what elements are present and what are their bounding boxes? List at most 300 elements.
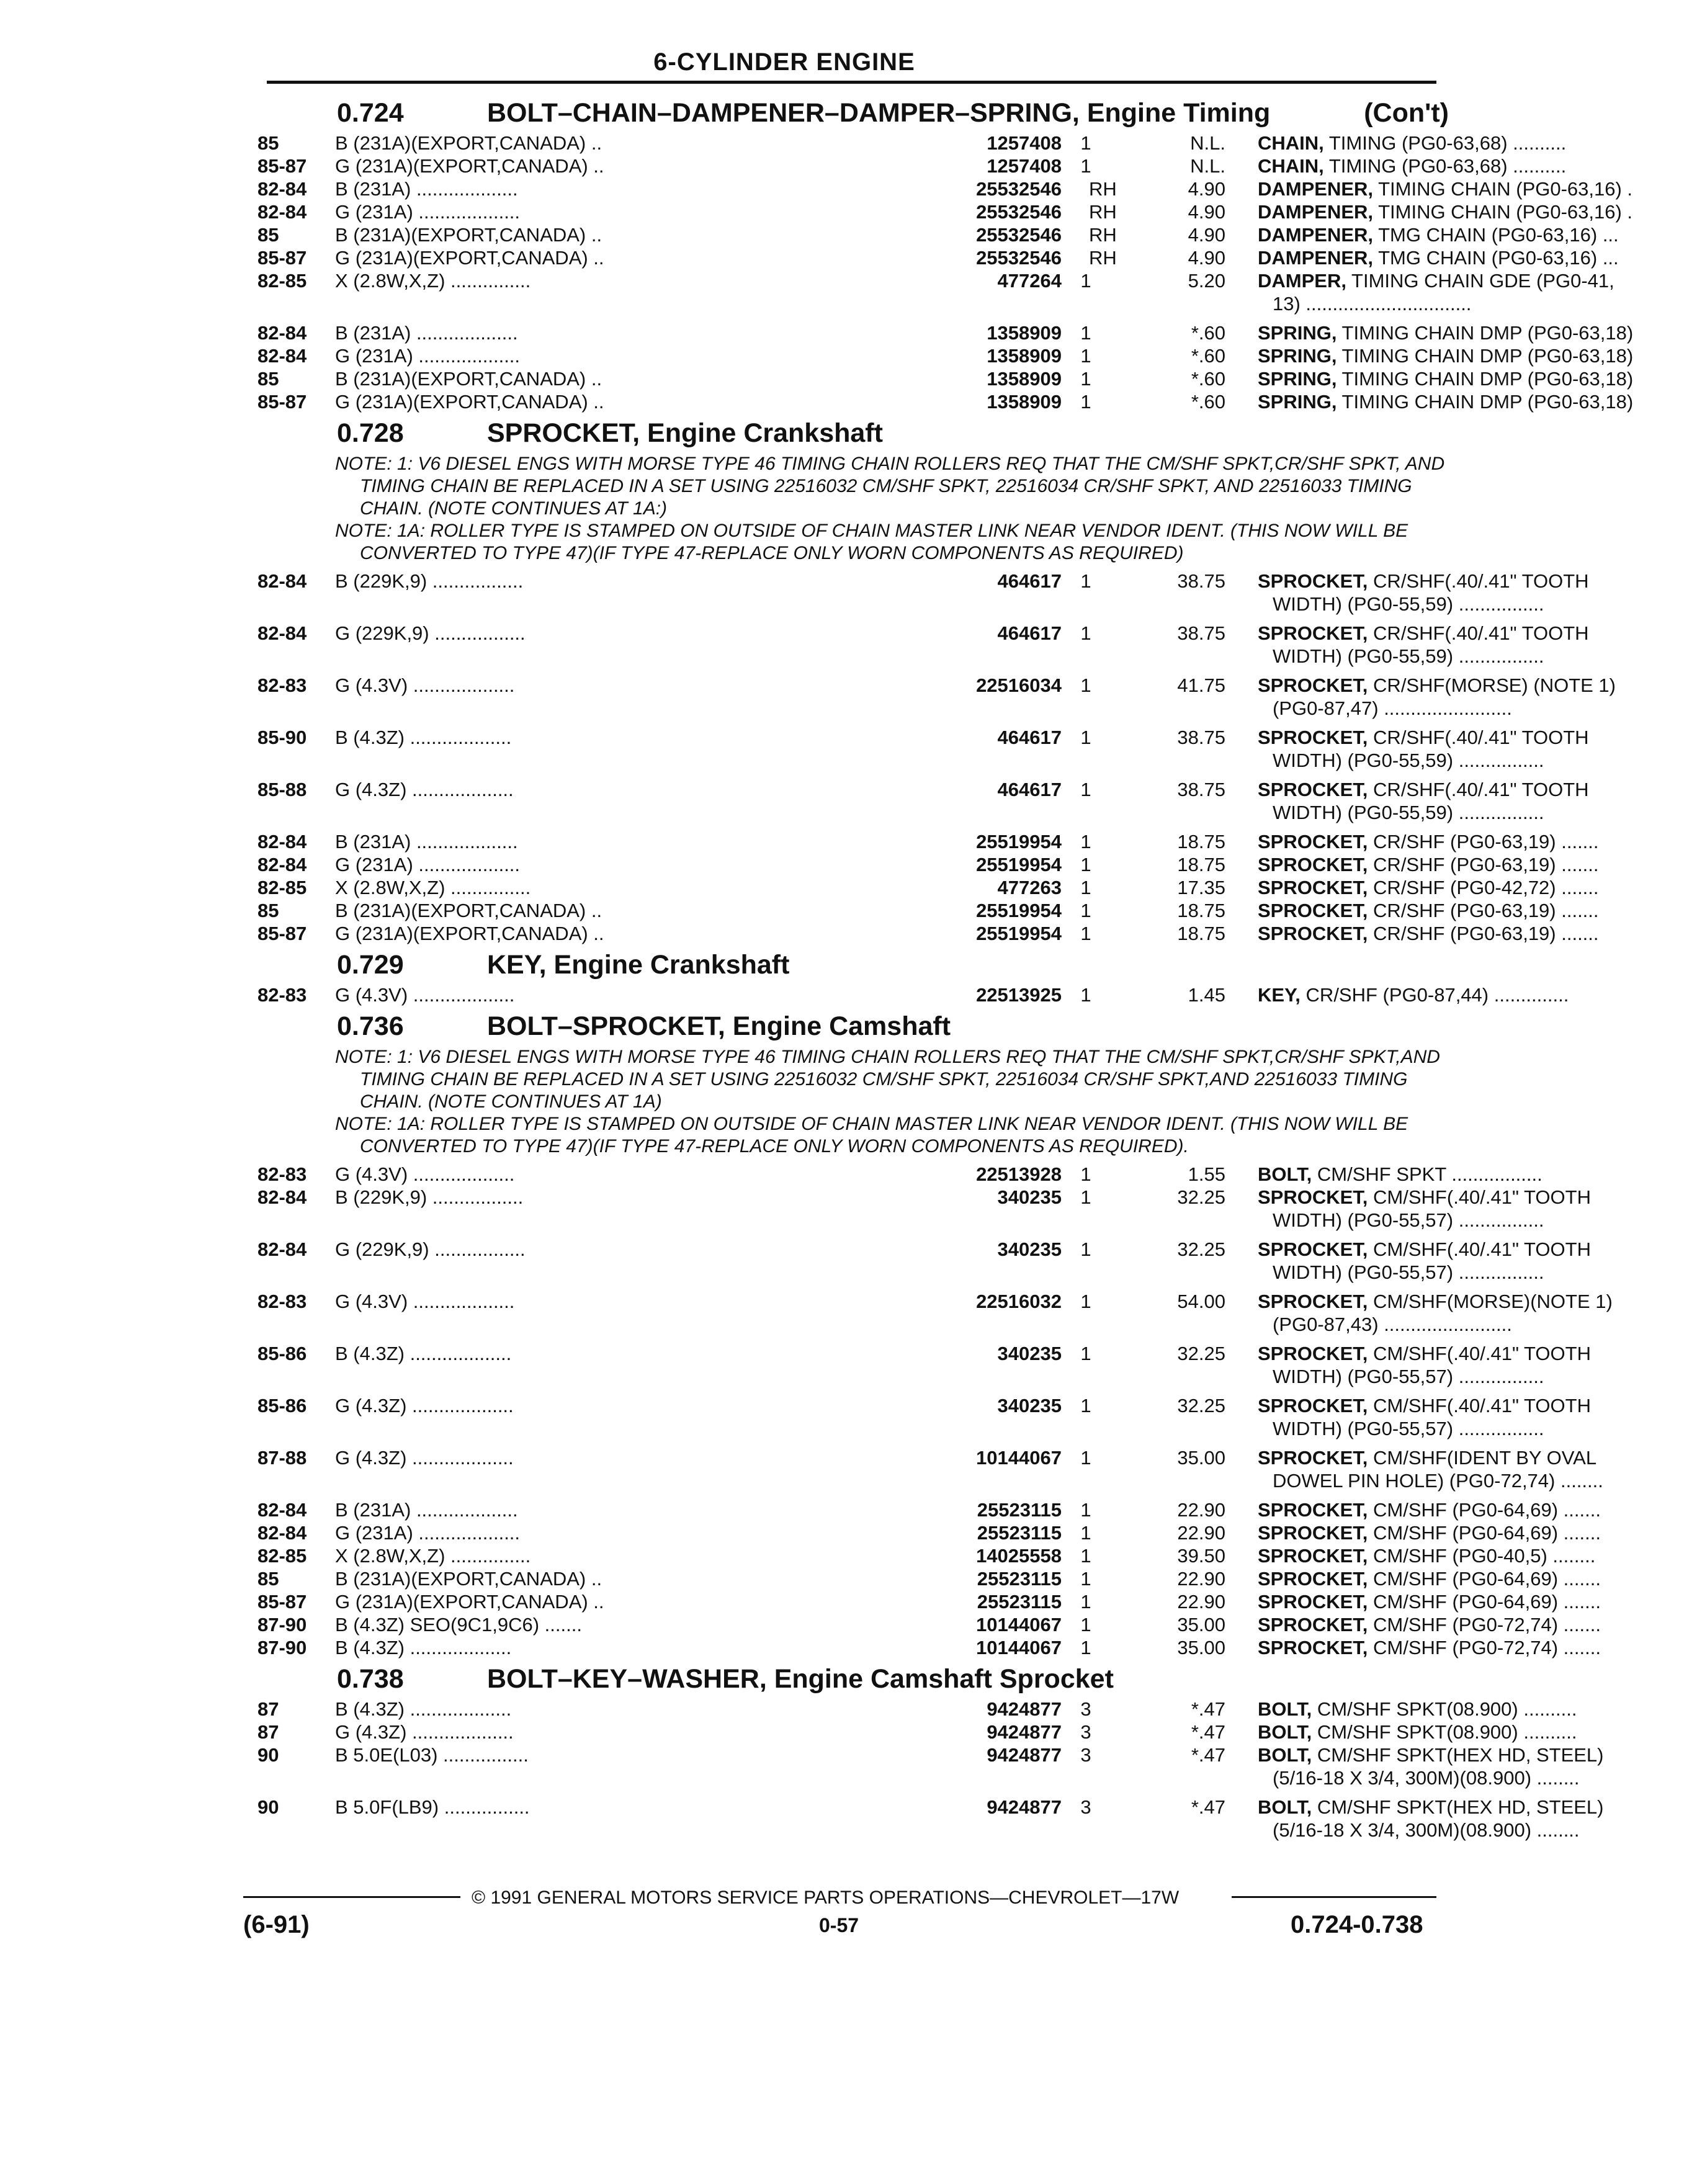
price: 32.25 xyxy=(1177,1395,1225,1416)
description-text: CM/SHF (PG0-72,74) ....... xyxy=(1373,1614,1601,1636)
part-number: 25519954 xyxy=(828,830,1062,853)
quantity: 1 xyxy=(1080,322,1091,344)
model-years: 85 xyxy=(257,900,279,921)
model-years: 85-86 xyxy=(257,1343,307,1364)
part-name: DAMPENER, xyxy=(1258,224,1374,246)
part-row xyxy=(257,367,1634,390)
part-name: CHAIN, xyxy=(1258,155,1324,177)
application: X (2.8W,X,Z) ............... xyxy=(335,1545,531,1567)
part-row xyxy=(257,899,1599,922)
part-row xyxy=(257,269,1614,315)
model-years: 90 xyxy=(257,1796,279,1818)
quantity: 1 xyxy=(1080,570,1091,592)
description-text: CR/SHF (PG0-63,19) ....... xyxy=(1373,900,1599,921)
part-name: SPROCKET, xyxy=(1258,622,1368,644)
application: G (229K,9) ................. xyxy=(335,622,526,644)
part-name: DAMPENER, xyxy=(1258,201,1374,223)
model-years: 82-83 xyxy=(257,984,307,1006)
application: G (231A)(EXPORT,CANADA) .. xyxy=(335,923,604,944)
section-title: SPROCKET, Engine Crankshaft xyxy=(487,418,883,448)
price: 1.55 xyxy=(1188,1163,1225,1185)
quantity: 1 xyxy=(1080,1186,1091,1208)
description-line xyxy=(1258,1342,1697,1365)
part-description xyxy=(1258,367,1697,390)
part-number: 14025558 xyxy=(828,1544,1062,1567)
description-line xyxy=(1258,801,1697,824)
section-number: 0.724 xyxy=(337,98,404,128)
description-line xyxy=(1258,1766,1697,1789)
side-indicator: RH xyxy=(1089,178,1117,200)
description-text: CM/SHF SPKT(HEX HD, STEEL) xyxy=(1317,1796,1604,1818)
part-number: 464617 xyxy=(828,622,1062,645)
description-text: CM/SHF(.40/.41" TOOTH xyxy=(1373,1238,1591,1260)
note-paragraph: NOTE: 1: V6 DIESEL ENGS WITH MORSE TYPE 46 TIMING CHAIN ROLLERS REQ THAT THE CM/SHF SPKT,CR/SHF SPKT, AND TIMING CHAIN BE REPLACED IN A SET USING 22516032 CM/SHF SPKT, 22516034 CR/SHF SPKT, AND 22516033 TIMING CHAIN. (NOTE CONTINUES AT 1A:) xyxy=(335,454,1445,519)
part-number: 22513928 xyxy=(828,1163,1062,1186)
description-line xyxy=(1258,1613,1697,1636)
quantity: 1 xyxy=(1080,1163,1091,1185)
description-line xyxy=(1258,1636,1697,1659)
price: 18.75 xyxy=(1177,854,1225,875)
model-years: 85-87 xyxy=(257,391,307,413)
price: N.L. xyxy=(1190,155,1225,177)
price: 4.90 xyxy=(1188,224,1225,246)
description-text: TMG CHAIN (PG0-63,16) ... xyxy=(1378,247,1619,269)
part-number: 464617 xyxy=(828,778,1062,801)
part-name: SPROCKET, xyxy=(1258,1568,1368,1590)
part-description xyxy=(1258,1743,1697,1789)
description-line xyxy=(1258,749,1697,772)
description-text: CM/SHF(.40/.41" TOOTH xyxy=(1373,1186,1591,1208)
description-text: CM/SHF (PG0-64,69) ....... xyxy=(1373,1499,1601,1521)
model-years: 90 xyxy=(257,1744,279,1766)
side-indicator: RH xyxy=(1089,201,1117,223)
part-number: 22513925 xyxy=(828,983,1062,1006)
description-line xyxy=(1258,1590,1697,1613)
model-years: 87-88 xyxy=(257,1447,307,1469)
description-text: CM/SHF (PG0-64,69) ....... xyxy=(1373,1568,1601,1590)
part-description xyxy=(1258,1567,1697,1590)
part-name: SPROCKET, xyxy=(1258,1522,1368,1544)
part-description xyxy=(1258,1238,1697,1284)
part-number: 10144067 xyxy=(828,1636,1062,1659)
part-description xyxy=(1258,830,1697,853)
description-line xyxy=(1258,269,1697,292)
part-row xyxy=(257,1290,1613,1336)
application: G (231A) ................... xyxy=(335,1522,521,1544)
part-description xyxy=(1258,246,1697,269)
part-number: 1257408 xyxy=(828,132,1062,154)
part-name: SPRING, xyxy=(1258,391,1337,413)
part-number: 9424877 xyxy=(828,1698,1062,1721)
price: *.47 xyxy=(1191,1796,1225,1818)
description-text: TMG CHAIN (PG0-63,16) ... xyxy=(1378,224,1619,246)
model-years: 85-87 xyxy=(257,247,307,269)
price: 17.35 xyxy=(1177,877,1225,898)
description-text: CM/SHF (PG0-64,69) ....... xyxy=(1373,1522,1601,1544)
part-row xyxy=(257,223,1619,246)
model-years: 87-90 xyxy=(257,1637,307,1658)
part-number: 9424877 xyxy=(828,1796,1062,1819)
part-name: SPROCKET, xyxy=(1258,1591,1368,1613)
part-name: SPROCKET, xyxy=(1258,1343,1368,1364)
quantity: 1 xyxy=(1080,1395,1091,1416)
description-text: TIMING CHAIN DMP (PG0-63,18) xyxy=(1341,391,1634,413)
description-line xyxy=(1258,1186,1697,1209)
quantity: 1 xyxy=(1080,1499,1091,1521)
model-years: 82-83 xyxy=(257,1163,307,1185)
quantity: 1 xyxy=(1080,1522,1091,1544)
quantity: 1 xyxy=(1080,727,1091,748)
model-years: 82-84 xyxy=(257,854,307,875)
description-text: TIMING CHAIN GDE (PG0-41, xyxy=(1351,270,1614,292)
part-name: BOLT, xyxy=(1258,1721,1312,1743)
description-text: CM/SHF(.40/.41" TOOTH xyxy=(1373,1395,1591,1416)
part-row xyxy=(257,390,1634,413)
part-description xyxy=(1258,321,1697,344)
part-number: 25519954 xyxy=(828,922,1062,945)
part-row xyxy=(257,246,1619,269)
description-text: WIDTH) (PG0-55,57) ................ xyxy=(1273,1209,1544,1231)
part-row xyxy=(257,922,1599,945)
section-heading xyxy=(257,1006,1449,1045)
quantity: 1 xyxy=(1080,1545,1091,1567)
description-line xyxy=(1258,390,1697,413)
model-years: 82-85 xyxy=(257,270,307,292)
part-row xyxy=(257,1394,1591,1440)
description-line xyxy=(1258,1290,1697,1313)
application: B 5.0F(LB9) ................ xyxy=(335,1796,530,1818)
application: B (231A) ................... xyxy=(335,831,518,853)
model-years: 82-84 xyxy=(257,1522,307,1544)
price: 22.90 xyxy=(1177,1499,1225,1521)
price: 54.00 xyxy=(1177,1291,1225,1312)
description-line xyxy=(1258,200,1697,223)
description-line xyxy=(1258,876,1697,899)
price: 41.75 xyxy=(1177,674,1225,696)
description-text: TIMING CHAIN DMP (PG0-63,18) xyxy=(1341,368,1634,390)
application: B (231A)(EXPORT,CANADA) .. xyxy=(335,224,602,246)
description-text: TIMING CHAIN DMP (PG0-63,18) xyxy=(1341,345,1634,367)
page-number: 0-57 xyxy=(819,1914,859,1936)
description-line xyxy=(1258,570,1697,593)
price: 4.90 xyxy=(1188,201,1225,223)
description-text: CM/SHF SPKT(08.900) .......... xyxy=(1317,1698,1577,1720)
part-description xyxy=(1258,778,1697,824)
description-line xyxy=(1258,1209,1697,1232)
part-name: BOLT, xyxy=(1258,1698,1312,1720)
part-name: BOLT, xyxy=(1258,1744,1312,1766)
price: 32.25 xyxy=(1177,1343,1225,1364)
description-text: TIMING (PG0-63,68) .......... xyxy=(1328,132,1567,154)
part-number: 1358909 xyxy=(828,344,1062,367)
description-text: CM/SHF (PG0-40,5) ........ xyxy=(1373,1545,1596,1567)
part-number: 1358909 xyxy=(828,390,1062,413)
description-line xyxy=(1258,778,1697,801)
price: *.47 xyxy=(1191,1744,1225,1766)
price: 18.75 xyxy=(1177,900,1225,921)
part-description xyxy=(1258,1544,1697,1567)
footer-range: 0.724-0.738 xyxy=(1291,1911,1423,1938)
description-line xyxy=(1258,1417,1697,1440)
part-name: CHAIN, xyxy=(1258,132,1324,154)
part-number: 25523115 xyxy=(828,1498,1062,1521)
part-row xyxy=(257,726,1589,772)
description-text: WIDTH) (PG0-55,57) ................ xyxy=(1273,1366,1544,1387)
description-text: CM/SHF SPKT(HEX HD, STEEL) xyxy=(1317,1744,1604,1766)
part-number: 10144067 xyxy=(828,1613,1062,1636)
application: G (4.3V) ................... xyxy=(335,1291,515,1312)
part-row xyxy=(257,1186,1591,1232)
application: B (4.3Z) ................... xyxy=(335,1343,512,1364)
part-row xyxy=(257,1544,1596,1567)
part-row xyxy=(257,1498,1601,1521)
description-text: WIDTH) (PG0-55,57) ................ xyxy=(1273,1261,1544,1283)
part-row xyxy=(257,778,1589,824)
description-text: CM/SHF SPKT ................. xyxy=(1317,1163,1543,1185)
description-text: DOWEL PIN HOLE) (PG0-72,74) ........ xyxy=(1273,1470,1603,1492)
section-title: BOLT–CHAIN–DAMPENER–DAMPER–SPRING, Engine Timing xyxy=(487,98,1271,128)
parts-listing xyxy=(257,93,1634,1848)
application: B (231A)(EXPORT,CANADA) .. xyxy=(335,1568,602,1590)
part-description xyxy=(1258,1163,1697,1186)
application: X (2.8W,X,Z) ............... xyxy=(335,270,531,292)
price: 35.00 xyxy=(1177,1614,1225,1636)
price: 35.00 xyxy=(1177,1447,1225,1469)
note-paragraph: NOTE: 1A: ROLLER TYPE IS STAMPED ON OUTSIDE OF CHAIN MASTER LINK NEAR VENDOR IDENT. (THIS NOW WILL BE CONVERTED TO TYPE 47)(IF TYPE 47-REPLACE ONLY WORN COMPONENTS AS REQUIRED). xyxy=(335,1114,1408,1157)
part-number: 477264 xyxy=(828,269,1062,292)
quantity: 1 xyxy=(1080,1447,1091,1469)
part-name: SPROCKET, xyxy=(1258,1637,1368,1658)
part-number: 9424877 xyxy=(828,1721,1062,1743)
application: G (4.3V) ................... xyxy=(335,674,515,696)
part-description xyxy=(1258,853,1697,876)
description-text: WIDTH) (PG0-55,59) ................ xyxy=(1273,593,1544,615)
price: *.60 xyxy=(1191,391,1225,413)
model-years: 82-83 xyxy=(257,1291,307,1312)
description-line xyxy=(1258,367,1697,390)
price: 18.75 xyxy=(1177,923,1225,944)
model-years: 82-84 xyxy=(257,831,307,853)
application: B (231A) ................... xyxy=(335,178,518,200)
price: 22.90 xyxy=(1177,1591,1225,1613)
quantity: 1 xyxy=(1080,1291,1091,1312)
model-years: 82-84 xyxy=(257,1499,307,1521)
part-name: BOLT, xyxy=(1258,1163,1312,1185)
part-name: SPROCKET, xyxy=(1258,727,1368,748)
description-line xyxy=(1258,1394,1697,1417)
part-name: SPROCKET, xyxy=(1258,1614,1368,1636)
model-years: 82-83 xyxy=(257,674,307,696)
part-number: 1257408 xyxy=(828,154,1062,177)
footer-date: (6-91) xyxy=(243,1911,310,1938)
part-description xyxy=(1258,344,1697,367)
application: G (231A)(EXPORT,CANADA) .. xyxy=(335,247,604,269)
application: B (229K,9) ................. xyxy=(335,1186,524,1208)
part-name: SPROCKET, xyxy=(1258,1395,1368,1416)
description-line xyxy=(1258,223,1697,246)
part-name: SPROCKET, xyxy=(1258,877,1368,898)
quantity: 1 xyxy=(1080,831,1091,853)
model-years: 82-85 xyxy=(257,1545,307,1567)
price: *.60 xyxy=(1191,345,1225,367)
price: 38.75 xyxy=(1177,779,1225,800)
header-divider xyxy=(267,81,1436,84)
model-years: 82-84 xyxy=(257,345,307,367)
part-row xyxy=(257,200,1633,223)
part-row xyxy=(257,321,1634,344)
description-line xyxy=(1258,292,1697,315)
part-row xyxy=(257,1613,1601,1636)
application: G (231A)(EXPORT,CANADA) .. xyxy=(335,1591,604,1613)
price: 1.45 xyxy=(1188,984,1225,1006)
price: 22.90 xyxy=(1177,1568,1225,1590)
part-number: 25532546 xyxy=(828,246,1062,269)
side-indicator: RH xyxy=(1089,224,1117,246)
part-description xyxy=(1258,1721,1697,1743)
part-description xyxy=(1258,1342,1697,1388)
model-years: 85-87 xyxy=(257,1591,307,1613)
quantity: 1 xyxy=(1080,779,1091,800)
price: *.47 xyxy=(1191,1698,1225,1720)
part-number: 25532546 xyxy=(828,223,1062,246)
model-years: 85 xyxy=(257,1568,279,1590)
quantity: 1 xyxy=(1080,984,1091,1006)
description-text: TIMING CHAIN (PG0-63,16) . xyxy=(1378,178,1633,200)
part-number: 22516034 xyxy=(828,674,1062,697)
part-description xyxy=(1258,1186,1697,1232)
description-text: CM/SHF(.40/.41" TOOTH xyxy=(1373,1343,1591,1364)
price: 18.75 xyxy=(1177,831,1225,853)
part-name: SPRING, xyxy=(1258,368,1337,390)
part-row xyxy=(257,622,1589,668)
part-number: 10144067 xyxy=(828,1446,1062,1469)
model-years: 87-90 xyxy=(257,1614,307,1636)
description-text: (PG0-87,43) ........................ xyxy=(1273,1314,1512,1335)
part-number: 25519954 xyxy=(828,853,1062,876)
page-title: 6-CYLINDER ENGINE xyxy=(653,48,915,76)
part-description xyxy=(1258,726,1697,772)
part-number: 25523115 xyxy=(828,1590,1062,1613)
description-line xyxy=(1258,983,1697,1006)
part-description xyxy=(1258,1290,1697,1336)
footer-rule-right xyxy=(1232,1896,1436,1898)
description-line xyxy=(1258,922,1697,945)
section-title: BOLT–SPROCKET, Engine Camshaft xyxy=(487,1011,951,1041)
part-row xyxy=(257,570,1589,615)
continued-label: (Con't) xyxy=(1364,98,1449,128)
description-line xyxy=(1258,674,1697,697)
description-text: 13) ............................... xyxy=(1273,293,1472,315)
description-line xyxy=(1258,830,1697,853)
application: G (4.3V) ................... xyxy=(335,1163,515,1185)
note-paragraph: NOTE: 1: V6 DIESEL ENGS WITH MORSE TYPE 46 TIMING CHAIN ROLLERS REQ THAT THE CM/SHF SPKT,CR/SHF SPKT,AND TIMING CHAIN BE REPLACED IN A SET USING 22516032 CM/SHF SPKT, 22516034 CR/SHF SPKT,AND 22516033 TIMING CHAIN. (NOTE CONTINUES AT 1A) xyxy=(335,1047,1440,1112)
part-description xyxy=(1258,876,1697,899)
description-text: CR/SHF(MORSE) (NOTE 1) xyxy=(1373,674,1616,696)
quantity: 1 xyxy=(1080,368,1091,390)
part-description xyxy=(1258,1590,1697,1613)
part-name: SPRING, xyxy=(1258,322,1337,344)
description-text: WIDTH) (PG0-55,57) ................ xyxy=(1273,1418,1544,1439)
application: G (231A)(EXPORT,CANADA) .. xyxy=(335,391,604,413)
description-text: WIDTH) (PG0-55,59) ................ xyxy=(1273,645,1544,667)
part-row xyxy=(257,1698,1577,1721)
part-row xyxy=(257,177,1633,200)
price: 38.75 xyxy=(1177,570,1225,592)
part-description xyxy=(1258,1394,1697,1440)
footer-copyright: © 1991 GENERAL MOTORS SERVICE PARTS OPERATIONS—CHEVROLET—17W xyxy=(472,1887,1180,1908)
part-description xyxy=(1258,983,1697,1006)
description-text: (PG0-87,47) ........................ xyxy=(1273,697,1512,719)
description-line xyxy=(1258,1819,1697,1842)
description-text: (5/16-18 X 3/4, 300M)(08.900) ........ xyxy=(1273,1767,1580,1789)
part-row xyxy=(257,344,1634,367)
part-name: SPROCKET, xyxy=(1258,1545,1368,1567)
quantity: 1 xyxy=(1080,900,1091,921)
part-description xyxy=(1258,1636,1697,1659)
application: G (4.3Z) ................... xyxy=(335,1447,514,1469)
description-line xyxy=(1258,344,1697,367)
part-description xyxy=(1258,132,1697,154)
part-number: 9424877 xyxy=(828,1743,1062,1766)
quantity: 1 xyxy=(1080,1568,1091,1590)
part-description xyxy=(1258,922,1697,945)
description-line xyxy=(1258,246,1697,269)
description-line xyxy=(1258,132,1697,154)
description-line xyxy=(1258,622,1697,645)
part-row xyxy=(257,1238,1591,1284)
quantity: 1 xyxy=(1080,1591,1091,1613)
model-years: 87 xyxy=(257,1698,279,1720)
side-indicator: RH xyxy=(1089,247,1117,269)
model-years: 82-84 xyxy=(257,201,307,223)
price: 35.00 xyxy=(1177,1637,1225,1658)
description-line xyxy=(1258,1796,1697,1819)
description-text: WIDTH) (PG0-55,59) ................ xyxy=(1273,802,1544,823)
section-number: 0.738 xyxy=(337,1664,404,1694)
quantity: 1 xyxy=(1080,854,1091,875)
part-description xyxy=(1258,200,1697,223)
description-text: CR/SHF (PG0-63,19) ....... xyxy=(1373,854,1599,875)
part-name: SPROCKET, xyxy=(1258,1186,1368,1208)
model-years: 85-87 xyxy=(257,923,307,944)
model-years: 85 xyxy=(257,224,279,246)
model-years: 85-87 xyxy=(257,155,307,177)
model-years: 82-84 xyxy=(257,322,307,344)
description-text: CR/SHF (PG0-63,19) ....... xyxy=(1373,831,1599,853)
section-number: 0.729 xyxy=(337,950,404,980)
part-row xyxy=(257,132,1567,154)
description-text: CR/SHF (PG0-63,19) ....... xyxy=(1373,923,1599,944)
description-text: (5/16-18 X 3/4, 300M)(08.900) ........ xyxy=(1273,1819,1580,1841)
part-row xyxy=(257,1567,1601,1590)
model-years: 82-84 xyxy=(257,1238,307,1260)
part-description xyxy=(1258,154,1697,177)
part-description xyxy=(1258,570,1697,615)
part-row xyxy=(257,1163,1543,1186)
description-line xyxy=(1258,177,1697,200)
description-text: CR/SHF (PG0-42,72) ....... xyxy=(1373,877,1599,898)
part-row xyxy=(257,674,1616,720)
quantity: 3 xyxy=(1080,1698,1091,1720)
description-text: CM/SHF(IDENT BY OVAL xyxy=(1373,1447,1597,1469)
part-description xyxy=(1258,899,1697,922)
quantity: 1 xyxy=(1080,1637,1091,1658)
section-title: KEY, Engine Crankshaft xyxy=(487,950,790,980)
description-text: TIMING (PG0-63,68) .......... xyxy=(1328,155,1567,177)
section-heading xyxy=(257,945,1449,983)
part-row xyxy=(257,1721,1577,1743)
description-line xyxy=(1258,1163,1697,1186)
